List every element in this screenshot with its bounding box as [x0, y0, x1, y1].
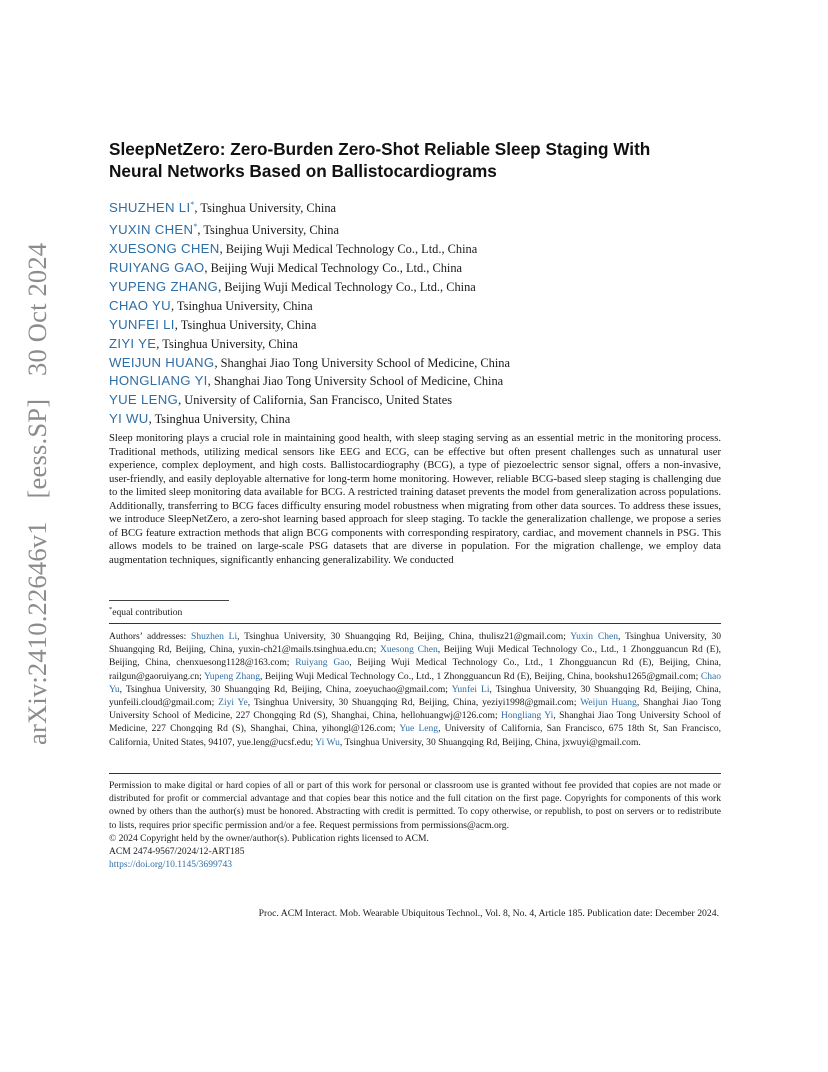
author-name[interactable]: SHUZHEN LI — [109, 200, 191, 216]
author-entry — [109, 391, 729, 410]
footnote — [109, 606, 182, 618]
author-affiliation: , Tsinghua University, China — [148, 412, 291, 427]
author-list — [109, 196, 729, 429]
author-affiliation: , Tsinghua University, China — [197, 223, 339, 238]
author-entry — [109, 372, 729, 391]
author-entry — [109, 259, 729, 278]
author-affiliation: , Tsinghua University, China — [156, 336, 298, 351]
title-line-2: Neural Networks Based on Ballistocardiograms — [109, 161, 497, 181]
address-author-link[interactable]: Weijun Huang — [580, 697, 637, 709]
author-addresses — [109, 630, 721, 749]
equal-contribution-mark: * — [193, 222, 198, 232]
author-entry — [109, 196, 729, 218]
copyright-line: © 2024 Copyright held by the owner/author(s). Publication rights licensed to ACM. — [109, 832, 429, 844]
author-entry — [109, 240, 729, 259]
permissions-block — [109, 779, 721, 871]
author-affiliation: , Shanghai Jiao Tong University School of Medicine, China — [207, 374, 504, 389]
footnote-mark: * — [109, 606, 113, 613]
address-author-link[interactable]: Hongliang Yi — [500, 710, 554, 722]
author-name[interactable]: YI WU — [109, 411, 149, 427]
author-affiliation: , Shanghai Jiao Tong University School of Medicine, China — [214, 355, 510, 370]
address-details: , Shanghai Jiao Tong University School of Medicine, 227 Chongqing Rd (S), Shanghai, China, yihongl@126.com; — [109, 710, 721, 735]
permission-notice: Permission to make digital or hard copies of all or part of this work for personal or classroom use is granted without fee provided that copies are not made or distributed for profit or commercial advantage and that copies bear this notice and the full citation on the first page. Copyrights for components of this work owned by others than the author(s) must be honored. Abstracting with credit is permitted. To copy otherwise, or republish, to post on servers or to redistribute to lists, requires prior specific permission and/or a fee. Request permissions from permissions@acm.org. — [109, 780, 721, 831]
address-author-link[interactable]: Yupeng Zhang — [203, 670, 261, 682]
arxiv-stamp — [22, 227, 53, 745]
address-details: , Beijing Wuji Medical Technology Co., Ltd., 1 Zhongguancun Rd (E), Beijing, China, bookshu1265@gmail.com; — [260, 670, 701, 682]
address-author-link[interactable]: Shuzhen Li — [191, 631, 238, 642]
address-details: , Beijing Wuji Medical Technology Co., Ltd., 1 Zhongguancun Rd (E), Beijing, China, railgun@gaoruiyang.cn; — [109, 657, 721, 682]
paper-title — [109, 138, 729, 182]
address-author-link[interactable]: Yuxin Chen — [570, 631, 618, 642]
arxiv-date: 30 Oct 2024 — [22, 242, 52, 376]
journal-citation: Proc. ACM Interact. Mob. Wearable Ubiquitous Technol., Vol. 8, No. 4, Article 185. Publication date: December 2024. — [258, 908, 719, 919]
footnote-divider — [109, 600, 229, 601]
doi-link[interactable]: https://doi.org/10.1145/3699743 — [109, 859, 233, 871]
author-name[interactable]: XUESONG CHEN — [109, 241, 220, 257]
author-entry — [109, 316, 729, 335]
author-name[interactable]: CHAO YU — [109, 297, 171, 313]
address-author-link[interactable]: Yue Leng — [399, 723, 439, 735]
abstract — [109, 432, 721, 567]
author-affiliation: , University of California, San Francisco, United States — [178, 393, 453, 408]
author-affiliation: , Beijing Wuji Medical Technology Co., Ltd., China — [219, 242, 478, 257]
author-name[interactable]: WEIJUN HUANG — [109, 354, 215, 370]
acm-identifier: ACM 2474-9567/2024/12-ART185 — [109, 846, 245, 858]
author-name[interactable]: YUXIN CHEN — [109, 222, 194, 238]
address-author-link[interactable]: Xuesong Chen — [380, 644, 438, 656]
author-name[interactable]: YUPENG ZHANG — [109, 278, 219, 294]
author-name[interactable]: ZIYI YE — [109, 335, 157, 351]
address-details: , University of California, San Francisco, 675 18th St, San Francisco, California, United States, 94107, yue.leng@ucsf.edu; — [109, 723, 721, 748]
author-entry — [109, 354, 729, 373]
address-author-link[interactable]: Yunfei Li — [451, 683, 490, 695]
author-affiliation: , Beijing Wuji Medical Technology Co., Ltd., China — [218, 279, 476, 294]
author-affiliation: , Tsinghua University, China — [194, 201, 337, 216]
address-author-link[interactable]: Yi Wu — [315, 736, 340, 748]
abstract-text: Sleep monitoring plays a crucial role in maintaining good health, with sleep staging serving as an essential metric in the monitoring process. Traditional methods, utilizing medical sensors like EEG and ECG, can be effective but often present challenges such as unnatural user experience, complex deployment, and high costs. Ballistocardiography (BCG), a type of piezoelectric sensor signal, offers a non-invasive, user-friendly, and easily deployable alternative for long-term home monitoring. However, reliable BCG-based sleep staging is challenging due to the limited sleep monitoring data available for BCG. A restricted training dataset prevents the model from generalization across populations. Additionally, transferring to BCG faces difficulty ensuring model robustness when migrating from other data sources. To address these issues, we introduce SleepNetZero, a zero-shot learning based approach for sleep staging. To tackle the generalization challenge, we propose a series of BCG feature extraction methods that align BCG components with corresponding respiratory, cardiac, and movement channels in PSG. This allows models to be trained on large-scale PSG datasets that are diverse in population. For the migration challenge, we employ data augmentation techniques, significantly enhancing generalizability. We conducted — [109, 433, 721, 566]
address-details: , Beijing Wuji Medical Technology Co., Ltd., 1 Zhongguancun Rd (E), Beijing, China, chenxuesong1128@163.com; — [109, 644, 722, 669]
author-entry — [109, 335, 729, 354]
author-affiliation: , Beijing Wuji Medical Technology Co., Ltd., China — [204, 260, 463, 275]
permissions-divider — [109, 773, 721, 774]
author-name[interactable]: RUIYANG GAO — [109, 259, 205, 275]
author-entry — [109, 410, 729, 429]
address-details: , Tsinghua University, 30 Shuangqing Rd, Beijing, China, yunfeili.cloud@gmail.com; — [109, 683, 721, 709]
author-entry — [109, 297, 729, 316]
address-details: , Tsinghua University, 30 Shuangqing Rd, Beijing, China, zoeyuchao@gmail.com; — [119, 683, 452, 695]
arxiv-id: arXiv:2410.22646v1 — [22, 521, 52, 745]
author-name[interactable]: YUE LENG — [109, 392, 179, 408]
title-line-1: SleepNetZero: Zero-Burden Zero-Shot Reliable Sleep Staging With — [109, 139, 651, 159]
arxiv-category: [eess.SP] — [22, 398, 52, 499]
address-author-link[interactable]: Ruiyang Gao — [295, 657, 350, 669]
equal-contribution-mark: * — [190, 200, 195, 209]
address-details: , Tsinghua University, 30 Shuangqing Rd, Beijing, China, jxwuyi@gmail.com. — [339, 736, 641, 748]
addresses-prefix: Authors’ addresses: — [109, 631, 192, 642]
address-details: , Tsinghua University, 30 Shuangqing Rd, Beijing, China, yeziyi1998@gmail.com; — [247, 697, 581, 709]
address-details: , Shanghai Jiao Tong University School of Medicine, 227 Chongqing Rd (S), Shanghai, China, hellohuangwj@126.com; — [109, 697, 721, 722]
author-affiliation: , Tsinghua University, China — [170, 298, 313, 313]
author-name[interactable]: HONGLIANG YI — [109, 373, 208, 389]
author-entry — [109, 278, 729, 297]
address-details: , Tsinghua University, 30 Shuangqing Rd, Beijing, China, yuxin-ch21@mails.tsinghua.edu.cn; — [109, 631, 722, 656]
author-name[interactable]: YUNFEI LI — [109, 316, 175, 332]
author-affiliation: , Tsinghua University, China — [174, 317, 317, 332]
footnote-text: equal contribution — [112, 607, 183, 619]
author-entry — [109, 218, 729, 240]
addresses-divider — [109, 623, 721, 624]
address-details: , Tsinghua University, 30 Shuangqing Rd, Beijing, China, thulisz21@gmail.com; — [237, 631, 571, 642]
address-author-link[interactable]: Ziyi Ye — [218, 697, 248, 709]
address-author-link[interactable]: Chao Yu — [109, 670, 721, 695]
